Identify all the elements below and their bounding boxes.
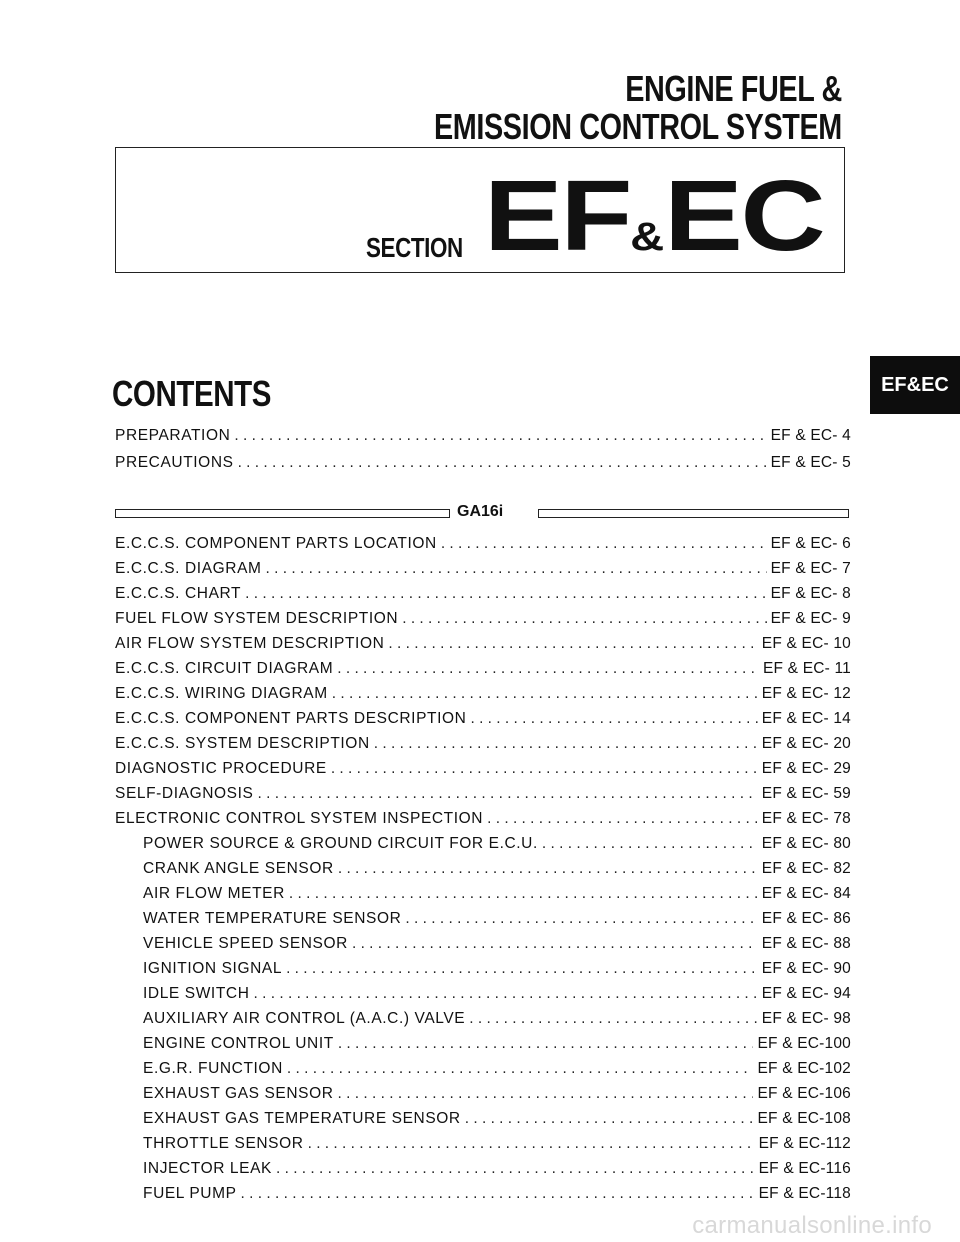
toc-subentry[interactable] xyxy=(143,1010,851,1032)
toc-subentry[interactable] xyxy=(143,985,851,1007)
toc-leader-dots xyxy=(542,835,758,853)
toc-entry[interactable] xyxy=(115,735,851,757)
toc-entry[interactable] xyxy=(115,760,851,782)
toc-entry-label: IGNITION SIGNAL xyxy=(143,960,283,977)
toc-leader-dots xyxy=(286,960,758,978)
toc-subentry[interactable] xyxy=(143,860,851,882)
toc-entry-page-ref: EF & EC- 8 xyxy=(770,585,851,602)
engine-divider xyxy=(115,500,849,526)
toc-leader-dots xyxy=(276,1160,755,1178)
toc-entry[interactable] xyxy=(115,610,851,632)
toc-entry-page-ref: EF & EC-102 xyxy=(757,1060,851,1077)
toc-leader-dots xyxy=(338,1085,754,1103)
toc-entry-label: CRANK ANGLE SENSOR xyxy=(143,860,334,877)
toc-entry-page-ref: EF & EC- 5 xyxy=(770,454,851,471)
toc-leader-dots xyxy=(402,610,766,628)
toc-subentry[interactable] xyxy=(143,1035,851,1057)
toc-entry-label: WATER TEMPERATURE SENSOR xyxy=(143,910,402,927)
toc-entry-label: E.G.R. FUNCTION xyxy=(143,1060,283,1077)
toc-leader-dots xyxy=(266,560,767,578)
toc-entry-page-ref: EF & EC- 14 xyxy=(761,710,851,727)
toc-entry-label: INJECTOR LEAK xyxy=(143,1160,272,1177)
toc-leader-dots xyxy=(238,454,767,472)
toc-entry-page-ref: EF & EC- 4 xyxy=(770,427,851,444)
toc-entry-label: ELECTRONIC CONTROL SYSTEM INSPECTION xyxy=(115,810,484,827)
toc-entry-page-ref: EF & EC-108 xyxy=(757,1110,851,1127)
toc-entry-label: PREPARATION xyxy=(115,427,231,444)
toc-entry[interactable] xyxy=(115,785,851,807)
toc-subentry[interactable] xyxy=(143,935,851,957)
toc-subentry[interactable] xyxy=(143,1135,851,1157)
section-code-amp: & xyxy=(630,215,665,259)
toc-subentry[interactable] xyxy=(143,1160,851,1182)
toc-entry-precautions[interactable] xyxy=(115,454,851,476)
toc-entry-page-ref: EF & EC-112 xyxy=(758,1135,851,1152)
watermark: carmanualsonline.info xyxy=(692,1212,932,1239)
section-code-ef: EF xyxy=(484,160,631,272)
section-banner xyxy=(115,147,845,273)
toc-leader-dots xyxy=(388,635,757,653)
toc-entry[interactable] xyxy=(115,560,851,582)
toc-leader-dots xyxy=(374,735,758,753)
toc-entry-page-ref: EF & EC- 6 xyxy=(770,535,851,552)
toc-leader-dots xyxy=(352,935,758,953)
toc-entry-preparation[interactable] xyxy=(115,427,851,449)
toc-leader-dots xyxy=(465,1110,754,1128)
section-title-line-2: EMISSION CONTROL SYSTEM xyxy=(434,106,842,147)
toc-entry-page-ref: EF & EC- 86 xyxy=(761,910,851,927)
toc-leader-dots xyxy=(338,860,758,878)
toc-subentry[interactable] xyxy=(143,1060,851,1082)
toc-entry-page-ref: EF & EC-106 xyxy=(757,1085,851,1102)
toc-entry-page-ref: EF & EC-116 xyxy=(758,1160,851,1177)
contents-heading: CONTENTS xyxy=(112,373,272,414)
toc-entry-label: AIR FLOW METER xyxy=(143,885,285,902)
toc-entry-page-ref: EF & EC- 78 xyxy=(761,810,851,827)
toc-subentry[interactable] xyxy=(143,835,851,857)
toc-leader-dots xyxy=(338,1035,754,1053)
toc-entry-label: PRECAUTIONS xyxy=(115,454,234,471)
toc-subentry[interactable] xyxy=(143,1110,851,1132)
toc-entry-page-ref: EF & EC- 7 xyxy=(770,560,851,577)
divider-bar-left xyxy=(115,509,450,518)
toc-entry-page-ref: EF & EC- 84 xyxy=(761,885,851,902)
toc-subentry[interactable] xyxy=(143,885,851,907)
toc-leader-dots xyxy=(332,685,758,703)
toc-subentry[interactable] xyxy=(143,1185,851,1207)
toc-entry-page-ref: EF & EC- 10 xyxy=(761,635,851,652)
toc-entry-label: EXHAUST GAS TEMPERATURE SENSOR xyxy=(143,1110,461,1127)
toc-entry-label: E.C.C.S. DIAGRAM xyxy=(115,560,262,577)
toc-entry[interactable] xyxy=(115,535,851,557)
toc-entry-label: EXHAUST GAS SENSOR xyxy=(143,1085,334,1102)
toc-leader-dots xyxy=(469,1010,758,1028)
section-title-line-1: ENGINE FUEL & xyxy=(625,68,842,109)
toc-entry[interactable] xyxy=(115,710,851,732)
toc-entry-page-ref: EF & EC- 94 xyxy=(761,985,851,1002)
toc-leader-dots xyxy=(470,710,757,728)
toc-entry-label: E.C.C.S. SYSTEM DESCRIPTION xyxy=(115,735,370,752)
toc-entry-page-ref: EF & EC- 20 xyxy=(761,735,851,752)
toc-entry-label: FUEL PUMP xyxy=(143,1185,237,1202)
toc-entry-page-ref: EF & EC-118 xyxy=(758,1185,851,1202)
toc-entry-label: AUXILIARY AIR CONTROL (A.A.C.) VALVE xyxy=(143,1010,466,1027)
section-word: SECTION xyxy=(366,232,463,263)
toc-entry-page-ref: EF & EC- 82 xyxy=(761,860,851,877)
toc-entry-page-ref: EF & EC- 80 xyxy=(761,835,851,852)
toc-leader-dots xyxy=(287,1060,754,1078)
toc-entry[interactable] xyxy=(115,685,851,707)
toc-entry-label: VEHICLE SPEED SENSOR xyxy=(143,935,348,952)
toc-entry[interactable] xyxy=(115,660,851,682)
toc-entry-label: E.C.C.S. CHART xyxy=(115,585,242,602)
divider-bar-right xyxy=(538,509,849,518)
toc-entry-page-ref: EF & EC- 90 xyxy=(761,960,851,977)
toc-entry-page-ref: EF & EC- 29 xyxy=(761,760,851,777)
toc-entry-page-ref: EF & EC- 12 xyxy=(761,685,851,702)
toc-leader-dots xyxy=(289,885,758,903)
toc-leader-dots xyxy=(308,1135,755,1153)
toc-leader-dots xyxy=(245,585,767,603)
toc-subentry[interactable] xyxy=(143,1085,851,1107)
toc-entry-page-ref: EF & EC- 59 xyxy=(761,785,851,802)
toc-leader-dots xyxy=(331,760,758,778)
toc-leader-dots xyxy=(337,660,759,678)
toc-entry-label: POWER SOURCE & GROUND CIRCUIT FOR E.C.U. xyxy=(143,835,538,852)
toc-entry-label: DIAGNOSTIC PROCEDURE xyxy=(115,760,327,777)
toc-entry-page-ref: EF & EC-100 xyxy=(757,1035,851,1052)
toc-entry-label: SELF-DIAGNOSIS xyxy=(115,785,254,802)
toc-entry-label: IDLE SWITCH xyxy=(143,985,250,1002)
toc-entry-label: E.C.C.S. CIRCUIT DIAGRAM xyxy=(115,660,334,677)
toc-entry[interactable] xyxy=(115,810,851,832)
toc-entry-page-ref: EF & EC- 9 xyxy=(770,610,851,627)
toc-entry-label: E.C.C.S. COMPONENT PARTS LOCATION xyxy=(115,535,437,552)
toc-entry[interactable] xyxy=(115,635,851,657)
toc-entry-page-ref: EF & EC- 88 xyxy=(761,935,851,952)
toc-entry-label: E.C.C.S. COMPONENT PARTS DESCRIPTION xyxy=(115,710,467,727)
toc-subentry[interactable] xyxy=(143,960,851,982)
toc-entry[interactable] xyxy=(115,585,851,607)
toc-leader-dots xyxy=(487,810,758,828)
toc-entry-page-ref: EF & EC- 98 xyxy=(761,1010,851,1027)
toc-subentry[interactable] xyxy=(143,910,851,932)
toc-entry-label: E.C.C.S. WIRING DIAGRAM xyxy=(115,685,328,702)
toc-leader-dots xyxy=(241,1185,755,1203)
toc-leader-dots xyxy=(234,427,766,445)
toc-entry-label: THROTTLE SENSOR xyxy=(143,1135,304,1152)
section-side-tab[interactable]: EF&EC xyxy=(870,356,960,414)
toc-entry-page-ref: EF & EC- 11 xyxy=(762,660,851,677)
toc-leader-dots xyxy=(257,785,757,803)
toc-entry-label: ENGINE CONTROL UNIT xyxy=(143,1035,334,1052)
engine-label: GA16i xyxy=(457,503,504,520)
toc-leader-dots xyxy=(441,535,767,553)
section-code xyxy=(484,162,823,291)
section-title xyxy=(434,70,842,146)
toc-entry-label: FUEL FLOW SYSTEM DESCRIPTION xyxy=(115,610,399,627)
toc-entry-label: AIR FLOW SYSTEM DESCRIPTION xyxy=(115,635,385,652)
toc-leader-dots xyxy=(405,910,757,928)
section-code-ec: EC xyxy=(664,160,824,272)
toc-leader-dots xyxy=(254,985,758,1003)
